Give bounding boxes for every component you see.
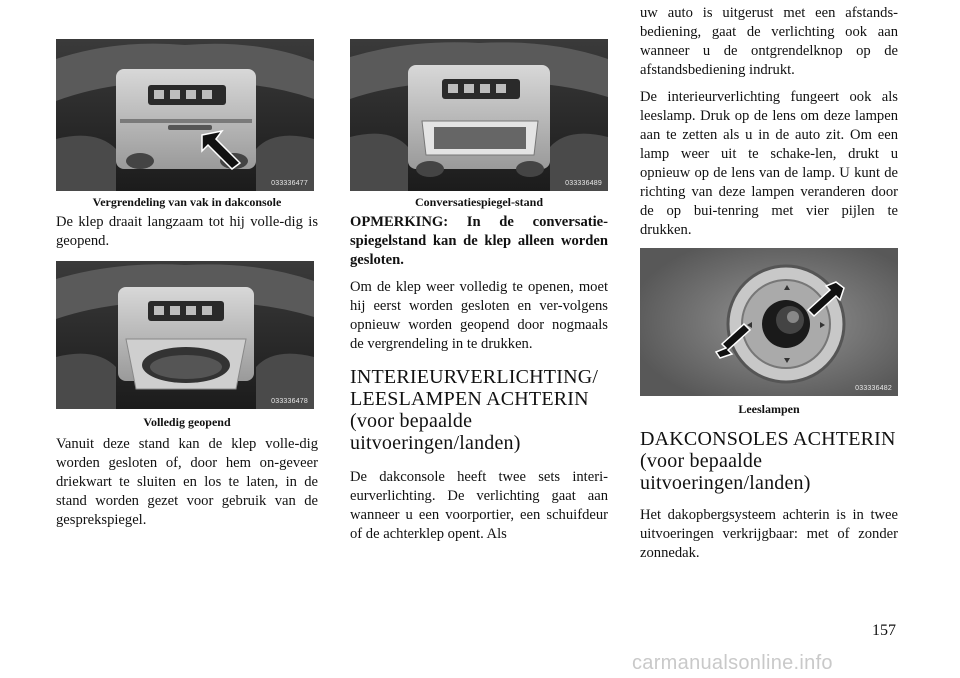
figure-reading-lamps [640, 248, 898, 396]
conversation-mirror-photo [350, 39, 608, 191]
figure-conversation-mirror [350, 39, 608, 191]
figure-code: 033336482 [855, 385, 892, 392]
fully-open-photo [56, 261, 314, 409]
figure-console-latch [56, 39, 314, 191]
paragraph: De dakconsole heeft twee sets interi-eurverlichting. De verlichting gaat aan wanneer u een voorportier, een schuifdeur of de achterklep opent. Als [350, 469, 608, 542]
figure-caption: Leeslampen [738, 402, 800, 416]
paragraph: De interieurverlichting fungeert ook als leeslamp. Druk op de lens om deze lampen aan te zetten als u in de auto zit. Om een lamp weer uit te schake-len, drukt u opnieuw op de lens van de lamp. U kunt de richting van deze lampen veranderen door de op bui-tenring met vier pijlen te drukken. [640, 89, 898, 238]
figure-caption: Conversatiespiegel-stand [415, 195, 543, 209]
figure-caption: Volledig geopend [143, 415, 231, 429]
paragraph: De klep draait langzaam tot hij volle-dig is geopend. [56, 214, 318, 249]
section-heading: INTERIEURVERLICHTING/ LEESLAMPEN ACHTERIN (voor bepaalde uitvoeringen/landen) [350, 366, 599, 454]
paragraph: Vanuit deze stand kan de klep volle-dig worden gesloten of, door hem on-geveer driekwart te sluiten en los te laten, in de stand worden gezet voor gebruik van de gesprekspiegel. [56, 436, 318, 528]
paragraph: Het dakopbergsysteem achterin is in twee uitvoeringen verkrijgbaar: met of zonder zonnedak. [640, 507, 898, 561]
figure-code: 033336489 [565, 180, 602, 187]
figure-code: 033336478 [271, 398, 308, 405]
figure-caption: Vergrendeling van vak in dakconsole [92, 195, 282, 209]
watermark-text: carmanualsonline.info [632, 652, 833, 674]
column-3 [640, 0, 898, 563]
column-1 [56, 0, 318, 530]
console-latch-photo [56, 39, 314, 191]
paragraph: uw auto is uitgerust met een afstands-bediening, gaat de verlichting ook aan wanneer u de ontgrendelknop op de afstandsbediening indrukt. [640, 5, 898, 78]
figure-code: 033336477 [271, 180, 308, 187]
reading-lamps-photo [640, 248, 898, 396]
figure-fully-open [56, 261, 314, 409]
paragraph: Om de klep weer volledig te openen, moet hij eerst worden gesloten en ver-volgens opnieuw worden geopend door nogmaals de vergrendeling in te drukken. [350, 279, 608, 352]
page-number: 157 [872, 622, 896, 639]
note-paragraph: OPMERKING: In de conversatie-spiegelstand kan de klep alleen worden gesloten. [350, 214, 608, 268]
section-heading: DAKCONSOLES ACHTERIN (voor bepaalde uitvoeringen/landen) [640, 428, 896, 494]
column-2 [350, 0, 608, 544]
